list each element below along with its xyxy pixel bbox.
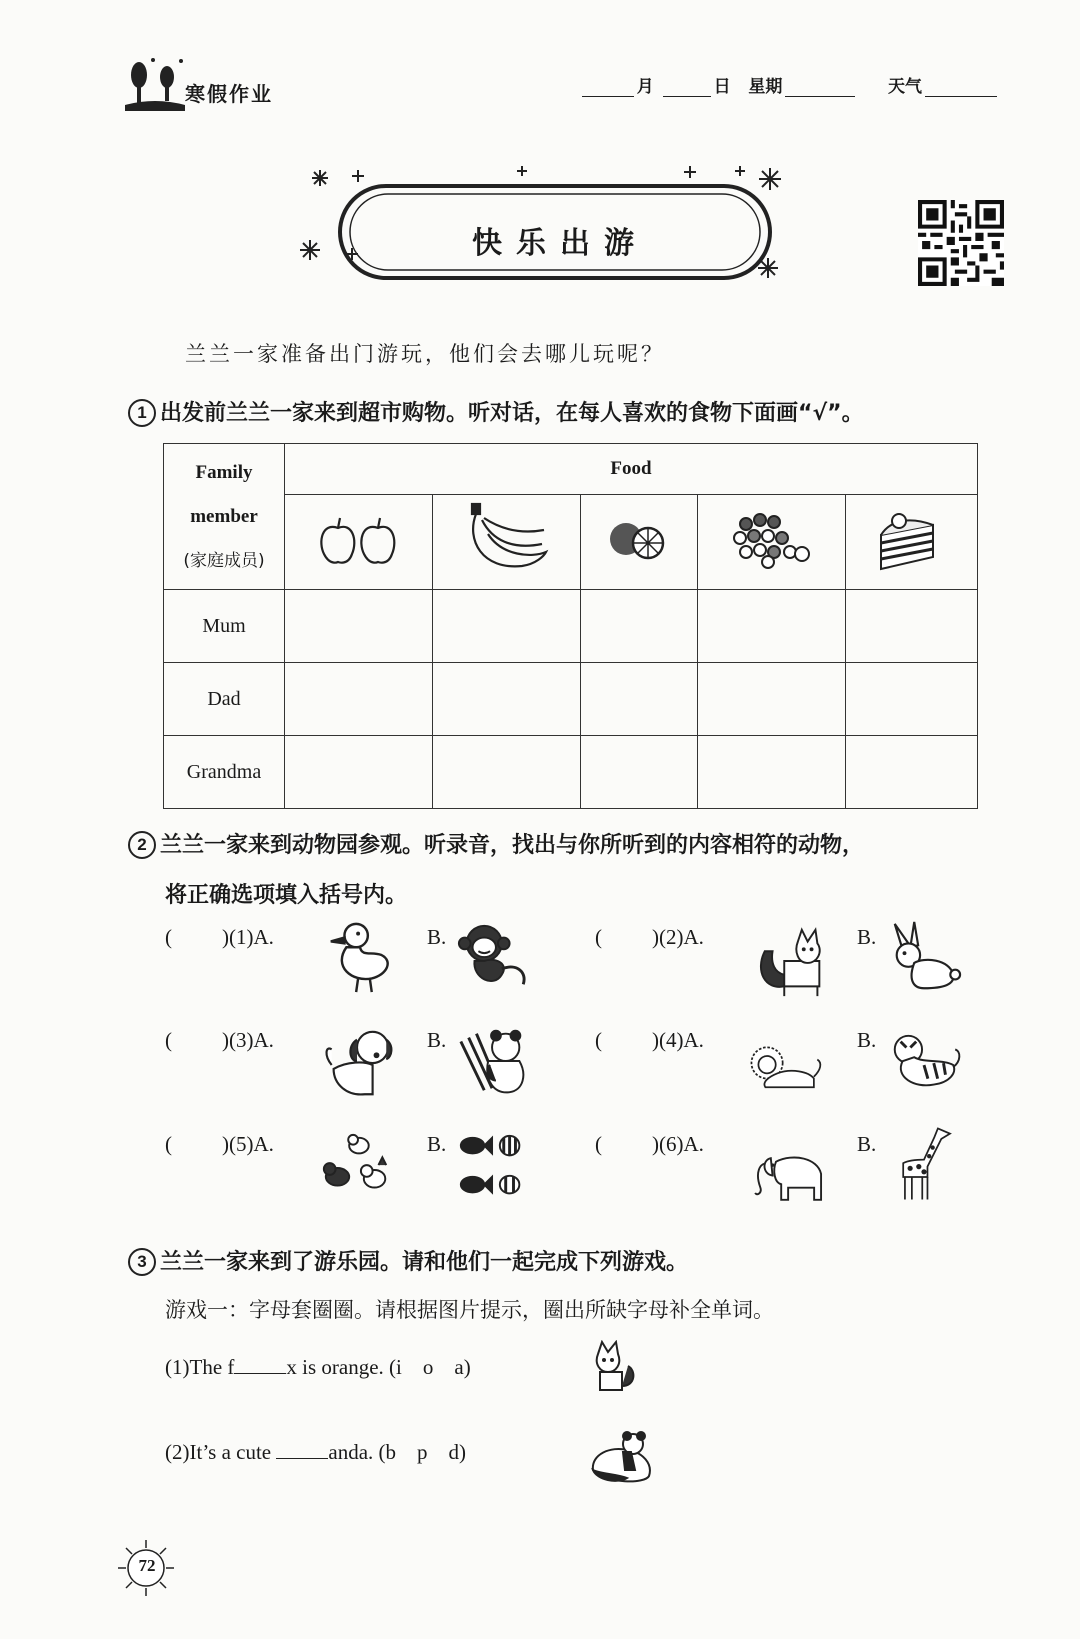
q3-game1-instruction: 游戏一：字母套圈圈。请根据图片提示，圈出所缺字母补全单词。 [165,1298,774,1322]
answer-cell[interactable] [433,590,581,663]
food-cake [845,495,977,590]
panda-hint-icon [587,1430,657,1486]
q2-instruction-line2: 将正确选项填入括号内。 [165,883,408,908]
q1-number: 1 [128,399,156,427]
q2-item-2: ( )(2)A. [595,925,704,949]
grapes-icon [726,510,816,570]
q2-item-1: ( )(1)A. [165,925,274,949]
q3-instruction [128,1245,688,1276]
intro-text: 兰兰一家准备出门游玩，他们会去哪儿玩呢？ [185,342,665,366]
apples-icon [314,510,404,570]
member-mum: Mum [164,590,285,663]
answer-cell[interactable] [845,736,977,809]
food-bananas [433,495,581,590]
cake-icon [871,505,951,575]
food-oranges [581,495,697,590]
q2-item-3: ( )(3)A. [165,1028,274,1052]
fish-icon [455,1130,533,1208]
dog-icon [318,1026,396,1104]
member-grandma: Grandma [164,736,285,809]
answer-cell[interactable] [697,590,845,663]
q2-item-5-b-label: B. [427,1132,447,1156]
weekday-label: 星期 [748,77,783,97]
fox-icon [755,922,833,1000]
q2-item-1-b-label: B. [427,925,447,949]
q1-instruction [128,396,864,427]
duck-icon [323,918,401,996]
panda-icon [455,1022,533,1100]
q2-item-4: ( )(4)A. [595,1028,704,1052]
weather-label: 天气 [888,77,922,97]
food-preference-table [163,443,978,809]
q2-item-3-b-label: B. [427,1028,447,1052]
q2-item-6-b-label: B. [857,1132,877,1156]
q3-sentence-2 [165,1440,466,1465]
member-dad: Dad [164,663,285,736]
tiger-icon [885,1028,963,1106]
q2-instruction-line1: 兰兰一家来到动物园参观。听录音，找出与你所听到的内容相符的动物， [160,833,865,858]
food-apples [285,495,433,590]
q1-instruction-text: 出发前兰兰一家来到超市购物。听对话，在每人喜欢的食物下面画“√”。 [160,401,864,426]
q3-sentence-1 [165,1355,471,1380]
q2-item-4-b-label: B. [857,1028,877,1052]
qr-code-icon [918,200,1004,286]
s2-blank[interactable] [276,1440,328,1459]
s1-prefix: (1)The f [165,1355,235,1379]
answer-cell[interactable] [697,736,845,809]
oranges-icon [604,515,674,565]
s2-options[interactable]: (b p d) [378,1440,467,1464]
answer-cell[interactable] [285,663,433,736]
giraffe-icon [885,1125,963,1203]
month-label: 月 [636,77,654,97]
s2-suffix: anda. [328,1440,374,1464]
monkey-icon [455,920,533,998]
q3-instruction-text: 兰兰一家来到了游乐园。请和他们一起完成下列游戏。 [160,1250,689,1275]
bananas-icon [462,500,552,580]
lion-icon [748,1030,826,1108]
q2-number: 2 [128,831,156,859]
answer-cell[interactable] [433,736,581,809]
birds-icon [318,1130,396,1208]
answer-cell[interactable] [285,736,433,809]
q2-item-2-b-label: B. [857,925,877,949]
answer-cell[interactable] [845,663,977,736]
food-grapes [697,495,845,590]
q2-instruction [128,828,864,859]
answer-cell[interactable] [697,663,845,736]
food-header: Food [285,444,978,495]
answer-cell[interactable] [285,590,433,663]
page-title: 快乐出游 [472,226,648,261]
q3-number: 3 [128,1248,156,1276]
answer-cell[interactable] [581,590,697,663]
s1-suffix: x is orange. [286,1355,384,1379]
s2-prefix: (2)It’s a cute [165,1440,277,1464]
rabbit-icon [885,920,963,998]
s1-blank[interactable] [234,1355,286,1374]
answer-cell[interactable] [433,663,581,736]
logo-text: 寒假作业 [185,82,273,106]
q2-item-5: ( )(5)A. [165,1132,274,1156]
fox-hint-icon [588,1340,638,1396]
page-number: 72 [138,1556,156,1575]
family-member-header: Family member (家庭成员) [164,444,285,590]
date-weather-line [579,72,1000,97]
s1-options[interactable]: (i o a) [389,1355,471,1379]
answer-cell[interactable] [845,590,977,663]
answer-cell[interactable] [581,736,697,809]
q2-item-6: ( )(6)A. [595,1132,704,1156]
answer-cell[interactable] [581,663,697,736]
elephant-icon [750,1140,828,1218]
day-label: 日 [713,77,731,97]
